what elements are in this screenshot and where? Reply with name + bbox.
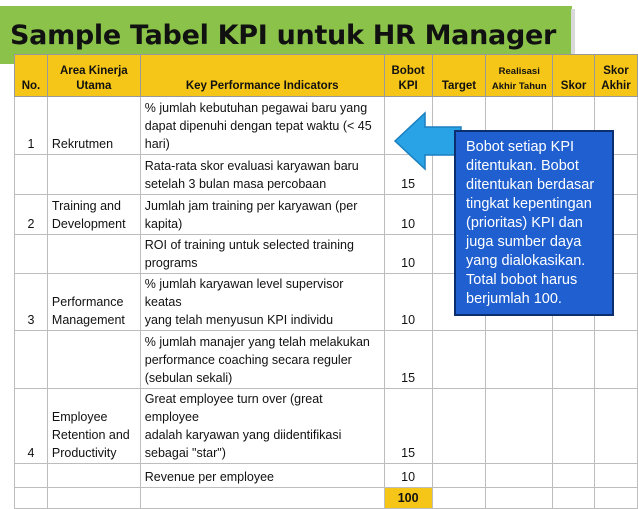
total-empty-cell: [486, 488, 553, 509]
header-bobot: Bobot KPI: [384, 55, 432, 97]
cell-skor-akhir: [595, 389, 638, 464]
header-skor-akhir: Skor Akhir: [595, 55, 638, 97]
cell-kpi: [140, 274, 384, 331]
cell-skor: [553, 464, 595, 488]
header-area: Area Kinerja Utama: [47, 55, 140, 97]
cell-no: [15, 464, 48, 488]
cell-no: 2: [15, 195, 48, 235]
cell-area: [47, 389, 140, 464]
cell-bobot: 15: [384, 155, 432, 195]
cell-no: [15, 331, 48, 389]
header-target: Target: [432, 55, 486, 97]
cell-line: hari): [144, 137, 170, 151]
note-line: berjumlah 100.: [466, 291, 562, 307]
left-arrow-icon: [393, 111, 463, 171]
cell-line: sebagai "star"): [144, 446, 226, 460]
cell-line: Rata-rata skor evaluasi karyawan baru: [144, 159, 359, 173]
cell-no: 3: [15, 274, 48, 331]
cell-line: performance coaching secara reguler: [144, 353, 352, 367]
note-line: Bobot setiap KPI: [466, 139, 575, 155]
cell-target: [432, 389, 486, 464]
header-realisasi: Realisasi Akhir Tahun: [486, 55, 553, 97]
cell-line: setelah 3 bulan masa percobaan: [144, 177, 327, 191]
cell-line: Jumlah jam training per karyawan (per: [144, 199, 358, 213]
cell-line: Productivity: [51, 446, 117, 460]
cell-line: Rekrutmen: [51, 137, 114, 151]
table-row: [15, 464, 638, 488]
table-row: [15, 389, 638, 464]
cell-line: % jumlah karyawan level supervisor keatas: [144, 277, 344, 309]
cell-area: [47, 331, 140, 389]
note-line: yang dialokasikan.: [466, 253, 586, 269]
header-row: [15, 55, 638, 97]
cell-bobot: 10: [384, 274, 432, 331]
cell-bobot: 10: [384, 195, 432, 235]
cell-line: adalah karyawan yang diidentifikasi: [144, 428, 342, 442]
cell-line: Employee: [51, 410, 108, 424]
cell-area: [47, 97, 140, 155]
cell-kpi: [140, 389, 384, 464]
cell-kpi: [140, 97, 384, 155]
cell-realisasi: [486, 464, 553, 488]
cell-line: programs: [144, 256, 198, 270]
page-title: Sample Tabel KPI untuk HR Manager: [10, 20, 556, 51]
cell-line: % jumlah kebutuhan pegawai baru yang: [144, 101, 368, 115]
table-row: [15, 331, 638, 389]
cell-line: (sebulan sekali): [144, 371, 233, 385]
cell-line: Revenue per employee: [144, 470, 275, 484]
total-bobot: 100: [384, 488, 432, 509]
weight-note-callout: [454, 130, 614, 316]
cell-skor-akhir: [595, 464, 638, 488]
total-row: [15, 488, 638, 509]
cell-no: 1: [15, 97, 48, 155]
cell-realisasi: [486, 331, 553, 389]
cell-no: 4: [15, 389, 48, 464]
cell-bobot: 15: [384, 331, 432, 389]
cell-no: [15, 155, 48, 195]
cell-area: [47, 195, 140, 235]
cell-line: Retention and: [51, 428, 130, 442]
total-empty-cell: [553, 488, 595, 509]
cell-skor-akhir: [595, 331, 638, 389]
cell-bobot: 10: [384, 464, 432, 488]
header-skor: Skor: [553, 55, 595, 97]
cell-area: [47, 464, 140, 488]
cell-kpi: [140, 235, 384, 274]
cell-skor: [553, 331, 595, 389]
total-empty-cell: [15, 488, 48, 509]
cell-line: Development: [51, 217, 126, 231]
header-kpi: Key Performance Indicators: [140, 55, 384, 97]
cell-line: ROI of training untuk selected training: [144, 238, 354, 252]
note-line: ditentukan berdasar: [466, 177, 595, 193]
note-line: ditentukan. Bobot: [466, 158, 579, 174]
cell-no: [15, 235, 48, 274]
total-empty-cell: [47, 488, 140, 509]
cell-line: dapat dipenuhi dengan tepat waktu (< 45: [144, 119, 372, 133]
cell-area: [47, 274, 140, 331]
note-line: tingkat kepentingan: [466, 196, 592, 212]
cell-bobot: 10: [384, 235, 432, 274]
total-empty-cell: [595, 488, 638, 509]
cell-line: Training and: [51, 199, 121, 213]
cell-target: [432, 331, 486, 389]
cell-line: Great employee turn over (great employee: [144, 392, 323, 424]
header-no: No.: [15, 55, 48, 97]
cell-line: Performance: [51, 295, 124, 309]
cell-line: yang telah menyusun KPI individu: [144, 313, 334, 327]
cell-kpi: [140, 464, 384, 488]
cell-line: % jumlah manajer yang telah melakukan: [144, 335, 370, 349]
cell-skor: [553, 389, 595, 464]
cell-area: [47, 235, 140, 274]
cell-kpi: [140, 155, 384, 195]
total-empty-cell: [432, 488, 486, 509]
cell-area: [47, 155, 140, 195]
note-line: juga sumber daya: [466, 234, 582, 250]
cell-target: [432, 464, 486, 488]
cell-bobot: 15: [384, 389, 432, 464]
note-line: Total bobot harus: [466, 272, 578, 288]
cell-kpi: [140, 331, 384, 389]
cell-line: kapita): [144, 217, 183, 231]
cell-line: Management: [51, 313, 125, 327]
total-empty-cell: [140, 488, 384, 509]
cell-realisasi: [486, 389, 553, 464]
cell-kpi: [140, 195, 384, 235]
note-line: (prioritas) KPI dan: [466, 215, 583, 231]
